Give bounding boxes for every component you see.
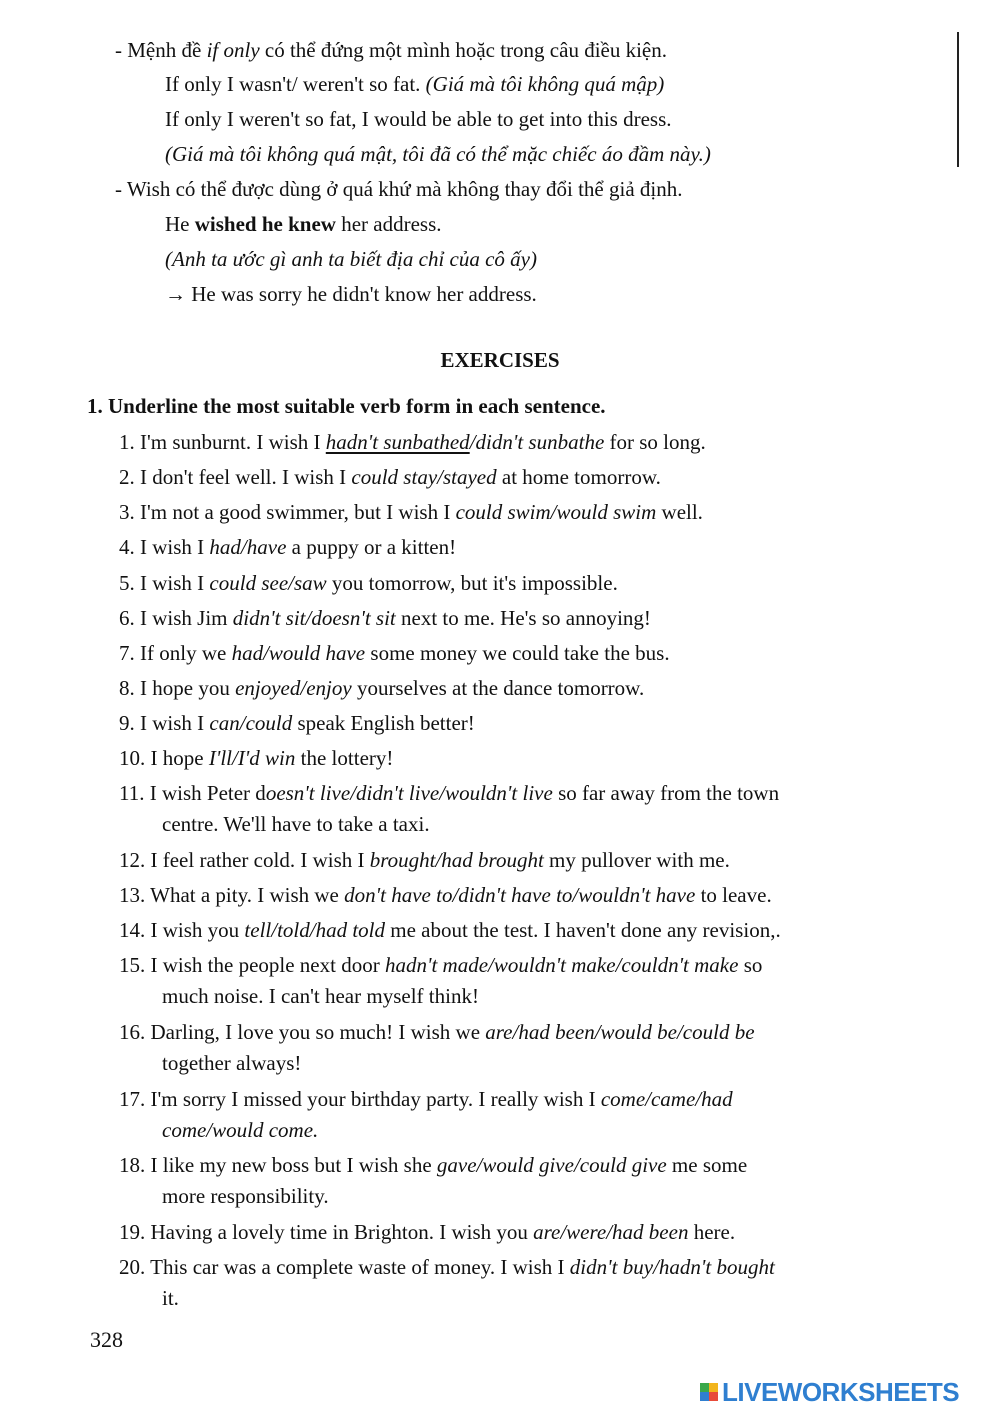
exercise-item xyxy=(119,915,781,946)
verb-options[interactable]: could swim/would swim xyxy=(455,500,657,524)
verb-options[interactable]: could see/saw xyxy=(209,571,327,595)
exercise-text: 20. This car was a complete waste of money. I wish I didn't buy/hadn't bought xyxy=(119,1255,775,1279)
exercise-number: 14. xyxy=(119,918,146,942)
exercise-text: 19. Having a lovely time in Brighton. I wish you are/were/had been here. xyxy=(119,1220,736,1244)
note-line-3: If only I weren't so fat, I would be able to get into this dress. xyxy=(165,107,672,131)
exercise-text: 2. I don't feel well. I wish I could stay/stayed at home tomorrow. xyxy=(119,465,661,489)
exercise-number: 9. xyxy=(119,711,135,735)
exercise-number: 6. xyxy=(119,606,135,630)
exercise-item xyxy=(119,778,779,840)
note-line-6: He wished he knew her address. xyxy=(165,212,442,236)
exercise-number: 17. xyxy=(119,1087,146,1111)
logo-square xyxy=(709,1383,718,1392)
brand-name: LIVEWORKSHEETS xyxy=(722,1376,960,1407)
exercise-number: 12. xyxy=(119,848,146,872)
exercise-text: 18. I like my new boss but I wish she gave/would give/could give me some xyxy=(119,1153,748,1177)
verb-options[interactable]: don't have to/didn't have to/wouldn't have xyxy=(344,883,696,907)
verb-options[interactable]: hadn't made/wouldn't make/couldn't make xyxy=(384,953,739,977)
exercise-item xyxy=(119,532,456,563)
exercise-item xyxy=(119,845,730,876)
verb-options[interactable]: had/would have xyxy=(231,641,366,665)
exercise-item xyxy=(119,1150,747,1212)
logo-square xyxy=(700,1392,709,1401)
exercise-continuation: more responsibility. xyxy=(162,1184,329,1208)
logo-square xyxy=(700,1383,709,1392)
exercise-item xyxy=(119,1252,775,1314)
verb-options[interactable]: didn't sit/doesn't sit xyxy=(232,606,396,630)
exercise-number: 10. xyxy=(119,746,146,770)
underlined-answer[interactable]: hadn't sunbathed xyxy=(325,430,470,454)
verb-options[interactable]: I'll/I'd win xyxy=(208,746,296,770)
exercise-item xyxy=(119,1084,733,1146)
verb-options[interactable]: /didn't sunbathe xyxy=(469,430,605,454)
page-number: 328 xyxy=(90,1327,123,1352)
exercise-text: 10. I hope I'll/I'd win the lottery! xyxy=(119,746,394,770)
exercise-continuation: centre. We'll have to take a taxi. xyxy=(162,812,430,836)
verb-options[interactable]: tell/told/had told xyxy=(244,918,386,942)
exercise-number: 15. xyxy=(119,953,146,977)
verb-options[interactable]: enjoyed/enjoy xyxy=(235,676,352,700)
exercise-item xyxy=(119,462,661,493)
exercise-text: 12. I feel rather cold. I wish I brought/had brought my pullover with me. xyxy=(119,848,730,872)
exercise-item xyxy=(119,427,706,458)
exercise-text: 14. I wish you tell/told/had told me about the test. I haven't done any revision,. xyxy=(119,918,781,942)
exercise-continuation: together always! xyxy=(162,1051,302,1075)
exercise-number: 7. xyxy=(119,641,135,665)
verb-options[interactable]: are/had been/would be/could be xyxy=(485,1020,755,1044)
exercise-number: 8. xyxy=(119,676,135,700)
note-line-7: (Anh ta ước gì anh ta biết địa chỉ của cô ấy) xyxy=(165,247,537,271)
verb-options[interactable]: didn't buy/hadn't bought xyxy=(569,1255,775,1279)
exercise-text: 8. I hope you enjoyed/enjoy yourselves at the dance tomorrow. xyxy=(119,676,645,700)
exercise-number: 20. xyxy=(119,1255,146,1279)
verb-options[interactable]: brought/had brought xyxy=(369,848,544,872)
exercise-text: 4. I wish I had/have a puppy or a kitten! xyxy=(119,535,457,559)
exercise-text: 7. If only we had/would have some money we could take the bus. xyxy=(119,641,670,665)
exercise-text: 3. I'm not a good swimmer, but I wish I could swim/would swim well. xyxy=(119,500,703,524)
exercise-number: 18. xyxy=(119,1153,146,1177)
exercise-text: 11. I wish Peter doesn't live/didn't live/wouldn't live so far away from the town xyxy=(119,781,780,805)
exercise-text: 5. I wish I could see/saw you tomorrow, but it's impossible. xyxy=(119,571,618,595)
exercise-item xyxy=(119,673,644,704)
exercise-text: 13. What a pity. I wish we don't have to/didn't have to/wouldn't have to leave. xyxy=(119,883,772,907)
note-line-1: - Mệnh đề if only có thể đứng một mình hoặc trong câu điều kiện. xyxy=(115,38,668,62)
note-line-8: → He was sorry he didn't know her address. xyxy=(165,282,537,306)
liveworksheets-logo-icon xyxy=(700,1383,718,1401)
exercise-number: 4. xyxy=(119,535,135,559)
exercise-item xyxy=(119,603,651,634)
exercise-continuation: much noise. I can't hear myself think! xyxy=(162,984,479,1008)
exercise-number: 1. xyxy=(119,430,135,454)
note-line-2: If only I wasn't/ weren't so fat. (Giá mà tôi không quá mập) xyxy=(165,72,665,96)
exercise-number: 19. xyxy=(119,1220,146,1244)
logo-square xyxy=(709,1392,718,1401)
exercise-text: 1. I'm sunburnt. I wish I hadn't sunbathed/didn't sunbathe for so long. xyxy=(119,430,706,454)
section-title: 1. Underline the most suitable verb form in each sentence. xyxy=(87,394,606,418)
exercise-item xyxy=(119,743,393,774)
exercise-text: 17. I'm sorry I missed your birthday party. I really wish I come/came/had xyxy=(119,1087,733,1111)
exercise-item xyxy=(119,708,475,739)
exercise-item xyxy=(119,638,670,669)
verb-options[interactable]: come/came/had xyxy=(600,1087,733,1111)
exercises-heading: EXERCISES xyxy=(440,348,560,372)
exercise-item xyxy=(119,950,762,1012)
verb-options[interactable]: are/were/had been xyxy=(533,1220,689,1244)
exercise-item xyxy=(119,568,618,599)
verb-options[interactable]: can/could xyxy=(209,711,293,735)
exercise-item xyxy=(119,1217,735,1248)
exercise-number: 16. xyxy=(119,1020,146,1044)
verb-options[interactable]: had/have xyxy=(209,535,287,559)
exercise-number: 13. xyxy=(119,883,146,907)
margin-rule xyxy=(957,32,959,167)
exercise-number: 11. xyxy=(119,781,145,805)
verb-options[interactable]: could stay/stayed xyxy=(351,465,497,489)
exercise-item xyxy=(119,497,703,528)
note-line-5: - Wish có thể được dùng ở quá khứ mà không thay đổi thể giả định. xyxy=(115,177,683,201)
exercise-number: 2. xyxy=(119,465,135,489)
verb-options[interactable]: gave/would give/could give xyxy=(436,1153,667,1177)
exercise-text: 15. I wish the people next door hadn't made/wouldn't make/couldn't make so xyxy=(119,953,763,977)
exercise-continuation[interactable]: come/would come. xyxy=(162,1118,319,1142)
exercise-item xyxy=(119,1017,755,1079)
exercise-text: 9. I wish I can/could speak English better! xyxy=(119,711,475,735)
verb-options[interactable]: oesn't live/didn't live/wouldn't live xyxy=(265,781,553,805)
exercise-text: 16. Darling, I love you so much! I wish we are/had been/would be/could be xyxy=(119,1020,755,1044)
exercise-number: 3. xyxy=(119,500,135,524)
brand-watermark xyxy=(700,1377,959,1407)
exercise-number: 5. xyxy=(119,571,135,595)
note-line-4: (Giá mà tôi không quá mật, tôi đã có thể mặc chiếc áo đầm này.) xyxy=(165,142,711,166)
exercise-text: 6. I wish Jim didn't sit/doesn't sit next to me. He's so annoying! xyxy=(119,606,651,630)
exercise-item xyxy=(119,880,772,911)
exercise-continuation: it. xyxy=(162,1286,179,1310)
